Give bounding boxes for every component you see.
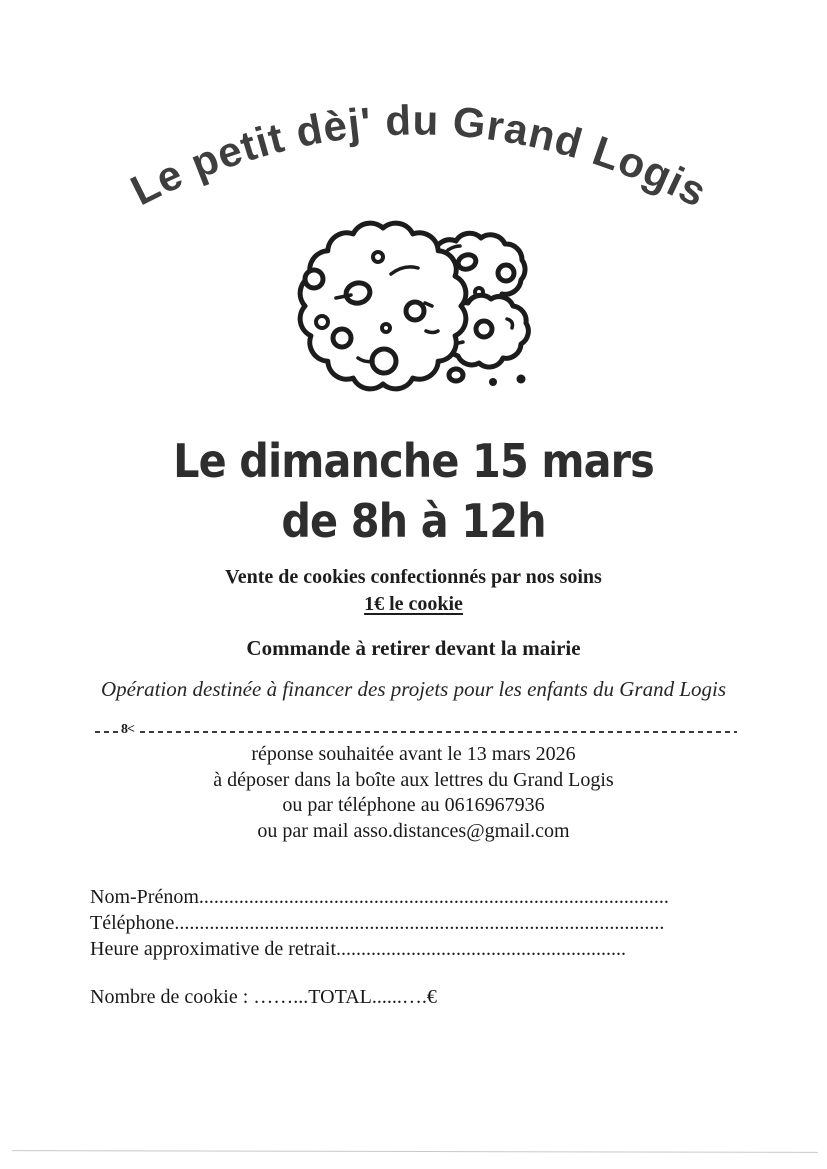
scissors-icon: 8<: [121, 722, 134, 737]
cookie-illustration: [278, 216, 546, 406]
reply-mailbox: à déposer dans la boîte aux lettres du Grand Logis: [213, 768, 614, 791]
order-form: [90, 884, 790, 962]
sale-headline: Vente de cookies confectionnés par nos soins: [225, 566, 602, 588]
reply-instructions: [0, 742, 827, 844]
arched-title-textpath: Le petit dèj' du Grand Logis: [123, 96, 715, 217]
event-time: de 8h à 12h: [281, 494, 546, 548]
reply-phone: ou par téléphone au 0616967936: [282, 794, 545, 816]
scan-edge-line: [12, 1150, 818, 1153]
purpose-note: Opération destinée à financer des projets pour les enfants du Grand Logis: [100, 677, 727, 701]
pickup-time-line: Heure approximative de retrait..........................................................: [90, 938, 626, 960]
reply-email: ou par mail asso.distances@gmail.com: [257, 819, 570, 842]
sale-price: 1€ le cookie: [364, 593, 463, 615]
arched-title-text: [123, 96, 714, 216]
cut-line: [95, 722, 737, 737]
name-line: Nom-Prénom..............................................................................................: [90, 886, 669, 908]
pickup-info: Commande à retirer devant la mairie: [246, 636, 581, 660]
cookie-crumbs: [449, 369, 526, 386]
total-line: Nombre de cookie : ……...TOTAL......….€: [90, 986, 437, 1008]
phone-line: Téléphone..................................................................................................: [90, 912, 665, 934]
event-date: Le dimanche 15 mars: [173, 434, 654, 488]
reply-deadline: réponse souhaitée avant le 13 mars 2026: [251, 743, 576, 765]
